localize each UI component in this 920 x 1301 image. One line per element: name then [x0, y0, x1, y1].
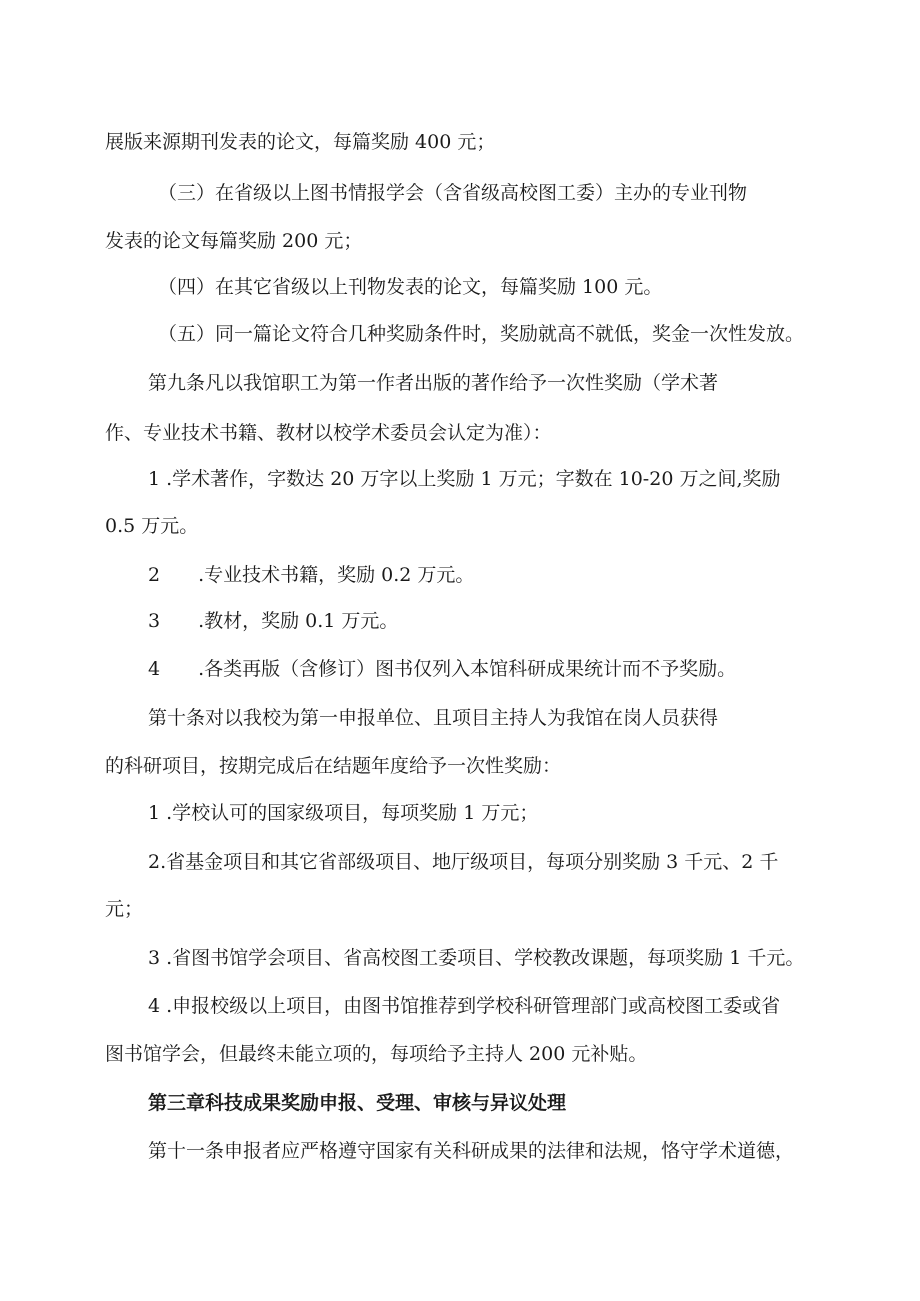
article-heading-line: 第十一条申报者应严格遵守国家有关科研成果的法律和法规，恪守学术道德， — [148, 1140, 795, 1162]
list-item-line: 4 .各类再版（含修订）图书仅列入本馆科研成果统计而不予奖励。 — [148, 658, 737, 680]
paragraph-line: 展版来源期刊发表的论文，每篇奖励 400 元； — [105, 131, 496, 153]
paragraph-line: （四）在其它省级以上刊物发表的论文，每篇奖励 100 元。 — [158, 276, 663, 298]
article-heading-line: 第九条凡以我馆职工为第一作者出版的著作给予一次性奖励（学术著 — [148, 372, 719, 394]
paragraph-line: 作、专业技术书籍、教材以校学术委员会认定为准）： — [105, 422, 552, 444]
list-item-line: 3 .教材，奖励 0.1 万元。 — [148, 610, 399, 632]
paragraph-line: 0.5 万元。 — [105, 515, 199, 537]
list-item-line: 2 .专业技术书籍，奖励 0.2 万元。 — [148, 564, 475, 586]
paragraph-line: （三）在省级以上图书情报学会（含省级高校图工委）主办的专业刊物 — [158, 182, 748, 204]
paragraph-line: 发表的论文每篇奖励 200 元； — [105, 230, 363, 252]
list-item-line: 4 .申报校级以上项目，由图书馆推荐到学校科研管理部门或高校图工委或省 — [148, 995, 781, 1017]
list-item-line: 1 .学校认可的国家级项目，每项奖励 1 万元； — [148, 802, 539, 824]
paragraph-line: （五）同一篇论文符合几种奖励条件时，奖励就高不就低，奖金一次性发放。 — [158, 323, 805, 345]
paragraph-line: 元； — [105, 898, 144, 920]
paragraph-line: 的科研项目，按期完成后在结题年度给予一次性奖励： — [105, 755, 562, 777]
list-item-line: 3 .省图书馆学会项目、省高校图工委项目、学校教改课题，每项奖励 1 千元。 — [148, 947, 805, 969]
paragraph-line: 图书馆学会，但最终未能立项的，每项给予主持人 200 元补贴。 — [105, 1043, 648, 1065]
list-item-line: 2.省基金项目和其它省部级项目、地厅级项目，每项分别奖励 3 千元、2 千 — [148, 851, 779, 873]
list-item-line: 1 .学术著作，字数达 20 万字以上奖励 1 万元；字数在 10-20 万之间,奖励 — [148, 468, 781, 490]
article-heading-line: 第十条对以我校为第一申报单位、且项目主持人为我馆在岗人员获得 — [148, 707, 719, 729]
chapter-heading: 第三章科技成果奖励申报、受理、审核与异议处理 — [148, 1092, 567, 1114]
